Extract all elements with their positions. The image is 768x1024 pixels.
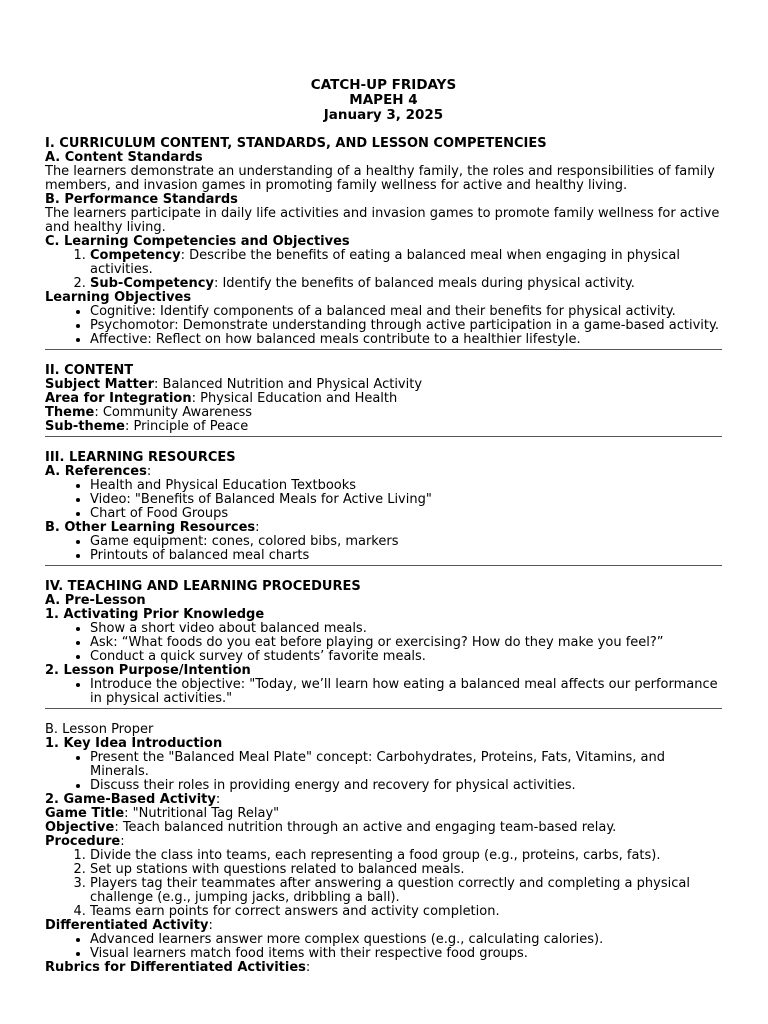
pre-lesson-heading: A. Pre-Lesson xyxy=(45,593,146,608)
section-curriculum xyxy=(45,137,722,350)
prior-knowledge-heading: 1. Activating Prior Knowledge xyxy=(45,607,265,622)
competency-text: : Describe the benefits of eating a balanced meal when engaging in physical activities. xyxy=(90,248,680,277)
section-content xyxy=(45,364,722,437)
other-resources-list xyxy=(45,535,722,563)
header-line-2: MAPEH 4 xyxy=(349,92,418,108)
differentiated-label: Differentiated Activity xyxy=(45,918,209,933)
divider xyxy=(45,565,722,566)
list-item: • Ask: “What foods do you eat before playing or exercising? How do they make you feel?” xyxy=(90,636,722,650)
content-row xyxy=(45,420,722,434)
content-row xyxy=(45,378,722,392)
performance-standards-heading: B. Performance Standards xyxy=(45,192,238,207)
competencies-list xyxy=(45,249,722,291)
procedure-heading-row xyxy=(45,835,722,849)
row-label: Sub-theme xyxy=(45,419,125,434)
list-item xyxy=(90,249,722,277)
rubrics-label: Rubrics for Differentiated Activities xyxy=(45,960,306,975)
list-item: • Discuss their roles in providing energy and recovery for physical activities. xyxy=(90,779,722,793)
row-text: : Community Awareness xyxy=(94,405,253,420)
references-list xyxy=(45,479,722,521)
list-item: • Present the "Balanced Meal Plate" concept: Carbohydrates, Proteins, Fats, Vitamins, and Minerals. xyxy=(90,751,722,779)
list-item: • Show a short video about balanced meals. xyxy=(90,622,722,636)
game-heading: 2. Game-Based Activity xyxy=(45,792,216,807)
divider xyxy=(45,708,722,709)
content-row xyxy=(45,406,722,420)
differentiated-heading-row xyxy=(45,919,722,933)
references-colon: : xyxy=(146,464,152,479)
list-item: • Conduct a quick survey of students’ favorite meals. xyxy=(90,650,722,664)
sub-competency-label: Sub-Competency xyxy=(90,276,214,291)
lesson-proper-heading: B. Lesson Proper xyxy=(45,722,154,737)
list-item: • Affective: Reflect on how balanced meals contribute to a healthier lifestyle. xyxy=(90,333,722,347)
differentiated-list xyxy=(45,933,722,961)
section-1-heading: I. CURRICULUM CONTENT, STANDARDS, AND LESSON COMPETENCIES xyxy=(45,136,547,151)
header-line-1: CATCH-UP FRIDAYS xyxy=(310,77,457,93)
procedure-colon: : xyxy=(120,834,125,849)
list-item: • Game equipment: cones, colored bibs, markers xyxy=(90,535,722,549)
section-3-heading: III. LEARNING RESOURCES xyxy=(45,450,236,465)
row-label: Area for Integration xyxy=(45,391,192,406)
purpose-list xyxy=(45,678,722,706)
game-colon: : xyxy=(215,792,221,807)
key-idea-list xyxy=(45,751,722,793)
references-heading-row xyxy=(45,465,722,479)
list-item: • Introduce the objective: "Today, we’ll learn how eating a balanced meal affects our performance in physical activities." xyxy=(90,678,722,706)
row-label: Subject Matter xyxy=(45,377,155,392)
prior-knowledge-list xyxy=(45,622,722,664)
list-item: • Cognitive: Identify components of a balanced meal and their benefits for physical activity. xyxy=(90,305,722,319)
rubrics-colon: : xyxy=(305,960,311,975)
objectives-heading: Learning Objectives xyxy=(45,290,192,305)
list-item: 2. Set up stations with questions related to balanced meals. xyxy=(90,863,722,877)
content-row xyxy=(45,392,722,406)
list-item: 1. Divide the class into teams, each representing a food group (e.g., proteins, carbs, fats). xyxy=(90,849,722,863)
differentiated-colon: : xyxy=(208,918,213,933)
procedure-label: Procedure xyxy=(45,834,121,849)
section-2-heading: II. CONTENT xyxy=(45,363,134,378)
other-resources-heading-row xyxy=(45,521,722,535)
key-idea-heading: 1. Key Idea Introduction xyxy=(45,736,223,751)
list-item: • Chart of Food Groups xyxy=(90,507,722,521)
row-label: Theme xyxy=(45,405,95,420)
other-resources-heading: B. Other Learning Resources xyxy=(45,520,256,535)
list-item: 4. Teams earn points for correct answers and activity completion. xyxy=(90,905,722,919)
content-standards-heading: A. Content Standards xyxy=(45,150,203,165)
header-line-3: January 3, 2025 xyxy=(323,107,444,123)
objective-row xyxy=(45,821,722,835)
performance-standards-text: The learners participate in daily life activities and invasion games to promote family wellness for active and healthy living. xyxy=(45,206,720,235)
row-text: : Principle of Peace xyxy=(124,419,249,434)
list-item: • Psychomotor: Demonstrate understanding through active participation in a game-based activity. xyxy=(90,319,722,333)
section-lesson-proper xyxy=(45,723,722,975)
list-item: • Visual learners match food items with their respective food groups. xyxy=(90,947,722,961)
divider xyxy=(45,436,722,437)
sub-competency-text: : Identify the benefits of balanced meals during physical activity. xyxy=(213,276,635,291)
document-header xyxy=(45,78,722,123)
divider xyxy=(45,349,722,350)
objectives-list xyxy=(45,305,722,347)
section-4-heading: IV. TEACHING AND LEARNING PROCEDURES xyxy=(45,579,361,594)
procedure-list xyxy=(45,849,722,919)
list-item: • Printouts of balanced meal charts xyxy=(90,549,722,563)
list-item xyxy=(90,277,722,291)
list-item: • Advanced learners answer more complex questions (e.g., calculating calories). xyxy=(90,933,722,947)
game-title-text: : "Nutritional Tag Relay" xyxy=(124,806,280,821)
purpose-heading: 2. Lesson Purpose/Intention xyxy=(45,663,251,678)
list-item: 3. Players tag their teammates after answering a question correctly and completing a physical challenge (e.g., jumping jacks, dribbling a ball). xyxy=(90,877,722,905)
list-item: • Video: "Benefits of Balanced Meals for Active Living" xyxy=(90,493,722,507)
competency-label: Competency xyxy=(90,248,181,263)
game-title-row xyxy=(45,807,722,821)
references-heading: A. References xyxy=(45,464,147,479)
game-heading-row xyxy=(45,793,722,807)
rubrics-heading-row xyxy=(45,961,722,975)
other-resources-colon: : xyxy=(255,520,260,535)
objective-label: Objective xyxy=(45,820,115,835)
content-standards-text: The learners demonstrate an understanding of a healthy family, the roles and responsibilities of family members, and invasion games in promoting family wellness for active and healthy living. xyxy=(45,164,715,193)
competencies-heading: C. Learning Competencies and Objectives xyxy=(45,234,350,249)
objective-text: : Teach balanced nutrition through an active and engaging team-based relay. xyxy=(114,820,617,835)
game-title-label: Game Title xyxy=(45,806,125,821)
row-text: : Balanced Nutrition and Physical Activity xyxy=(154,377,423,392)
section-procedures xyxy=(45,580,722,709)
row-text: : Physical Education and Health xyxy=(191,391,398,406)
section-resources xyxy=(45,451,722,566)
list-item: • Health and Physical Education Textbooks xyxy=(90,479,722,493)
